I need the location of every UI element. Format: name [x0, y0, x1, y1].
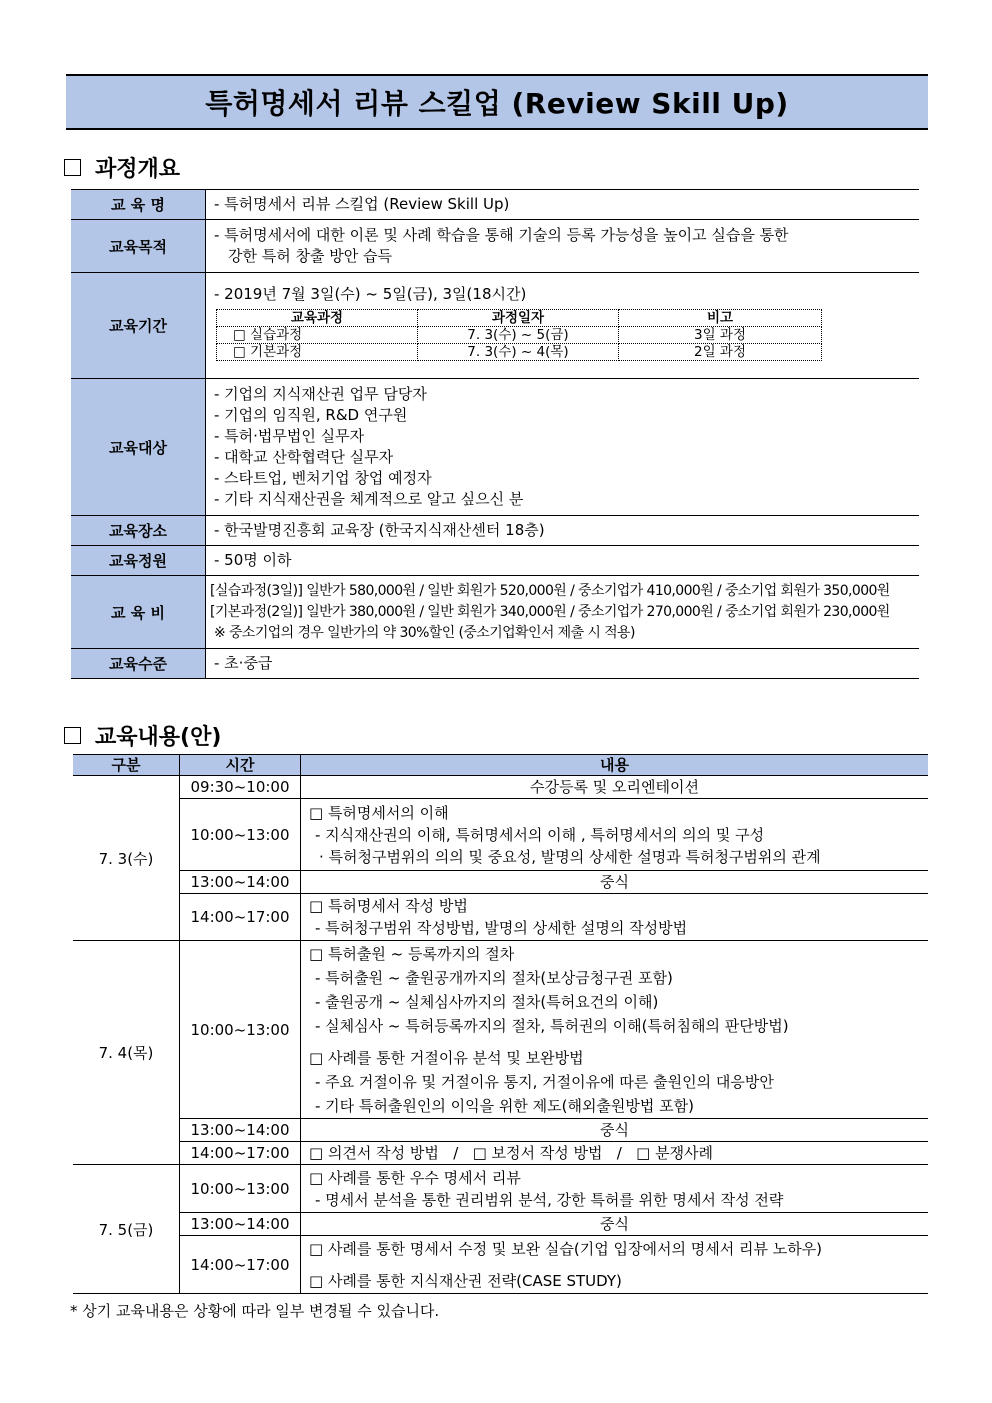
- row-label: 교육장소: [71, 516, 206, 546]
- day-cell: 7. 5(금): [73, 1165, 180, 1294]
- target-item: - 기업의 임직원, R&D 연구원: [214, 406, 408, 424]
- schedule-row: [73, 799, 928, 871]
- row-label: 교 육 비: [71, 576, 206, 649]
- desc-line: - 기타 특허출원인의 이익을 위한 제도(해외출원방법 포함): [315, 1096, 694, 1115]
- desc-cell: [301, 894, 929, 941]
- desc-line: □ 사례를 통한 명세서 수정 및 보완 실습(기업 입장에서의 명세서 리뷰 노하우): [309, 1239, 823, 1258]
- target-item: - 기업의 지식재산권 업무 담당자: [214, 385, 427, 403]
- overview-row-capacity: [71, 546, 919, 576]
- time-cell: 14:00~17:00: [180, 894, 301, 941]
- desc-line: □ 사례를 통한 거절이유 분석 및 보완방법: [309, 1048, 584, 1067]
- target-item: - 대학교 산학협력단 실무자: [214, 448, 394, 466]
- schedule-header-cell: 구분: [73, 755, 180, 776]
- target-item: - 기타 지식재산권을 체계적으로 알고 싶으신 분: [214, 490, 524, 508]
- row-value: [206, 273, 920, 379]
- desc-cell: [301, 799, 929, 871]
- desc-line: □ 특허명세서 작성 방법: [309, 897, 468, 915]
- overview-row-period: [71, 273, 919, 379]
- desc-cell: □ 의견서 작성 방법 / □ 보정서 작성 방법 / □ 분쟁사례: [301, 1142, 929, 1165]
- target-item: - 특허·법무법인 실무자: [214, 427, 365, 445]
- schedule-row: [73, 1236, 928, 1294]
- time-cell: 10:00~13:00: [180, 799, 301, 871]
- time-cell: 10:00~13:00: [180, 941, 301, 1119]
- target-item: - 스타트업, 벤처기업 창업 예정자: [214, 469, 432, 487]
- overview-row-goal: [71, 220, 919, 273]
- row-value: [206, 220, 920, 273]
- day-cell: 7. 4(목): [73, 941, 180, 1165]
- overview-row-name: [71, 190, 919, 220]
- desc-cell: 중식: [301, 871, 929, 894]
- schedule-header-cell: 시간: [180, 755, 301, 776]
- desc-line: - 특허청구범위 작성방법, 발명의 상세한 설명의 작성방법: [315, 919, 688, 937]
- schedule-row: [73, 1119, 928, 1142]
- desc-line: - 명세서 분석을 통한 권리범위 분석, 강한 특허를 위한 명세서 작성 전략: [315, 1190, 784, 1209]
- desc-cell: [301, 1165, 929, 1213]
- overview-row-target: [71, 379, 919, 516]
- row-value: - 한국발명진흥회 교육장 (한국지식재산센터 18층): [206, 516, 920, 546]
- desc-line: □ 사례를 통한 우수 명세서 리뷰: [309, 1168, 521, 1187]
- overview-row-fee: [71, 576, 919, 649]
- desc-line: - 출원공개 ~ 실체심사까지의 절차(특허요건의 이해): [315, 992, 659, 1011]
- fee-line: [실습과정(3일)] 일반가 580,000원 / 일반 회원가 520,000원 / 중소기업가 410,000원 / 중소기업 회원가 350,000원: [210, 582, 890, 599]
- row-value: - 50명 이하: [206, 546, 920, 576]
- fee-note: ※ 중소기업의 경우 일반가의 약 30%할인 (중소기업확인서 제출 시 적용): [214, 624, 635, 641]
- course-cell: 7. 3(수) ~ 5(금): [418, 327, 619, 344]
- course-table: [216, 309, 822, 361]
- course-header-cell: 과정일자: [418, 310, 619, 327]
- content-heading: [64, 720, 221, 751]
- page-title: 특허명세서 리뷰 스킬업 (Review Skill Up): [66, 74, 928, 130]
- row-value: [206, 379, 920, 516]
- time-cell: 13:00~14:00: [180, 1213, 301, 1236]
- desc-line: - 실체심사 ~ 특허등록까지의 절차, 특허권의 이해(특허침해의 판단방법): [315, 1016, 789, 1035]
- time-cell: 14:00~17:00: [180, 1142, 301, 1165]
- course-cell: 7. 3(수) ~ 4(목): [418, 344, 619, 361]
- schedule-row: [73, 871, 928, 894]
- desc-line: □ 특허출원 ~ 등록까지의 절차: [309, 944, 515, 963]
- desc-cell: 수강등록 및 오리엔테이션: [301, 776, 929, 799]
- checkbox-square-icon: [64, 727, 81, 744]
- day-cell: 7. 3(수): [73, 776, 180, 941]
- course-cell: □ 실습과정: [217, 327, 418, 344]
- row-value: - 초·중급: [206, 649, 920, 679]
- desc-cell: [301, 941, 929, 1119]
- desc-line: - 주요 거절이유 및 거절이유 통지, 거절이유에 따른 출원인의 대응방안: [315, 1072, 774, 1091]
- time-cell: 13:00~14:00: [180, 1119, 301, 1142]
- goal-line: - 특허명세서에 대한 이론 및 사례 학습을 통해 기술의 등록 가능성을 높이고 실습을 통한: [214, 226, 789, 244]
- row-label: 교육목적: [71, 220, 206, 273]
- desc-cell: 중식: [301, 1119, 929, 1142]
- fee-line: [기본과정(2일)] 일반가 380,000원 / 일반 회원가 340,000원 / 중소기업가 270,000원 / 중소기업 회원가 230,000원: [210, 603, 890, 620]
- row-value: [206, 576, 920, 649]
- course-cell: 2일 과정: [619, 344, 822, 361]
- time-cell: 13:00~14:00: [180, 871, 301, 894]
- period-value: - 2019년 7월 3일(수) ~ 5일(금), 3일(18시간): [214, 285, 527, 303]
- schedule-table: [73, 754, 928, 1294]
- course-cell: □ 기본과정: [217, 344, 418, 361]
- overview-row-place: [71, 516, 919, 546]
- course-header-cell: 교육과정: [217, 310, 418, 327]
- course-row: [217, 327, 822, 344]
- row-label: 교육기간: [71, 273, 206, 379]
- desc-line: - 지식재산권의 이해, 특허명세서의 이해 , 특허명세서의 의의 및 구성: [315, 825, 765, 844]
- desc-line: · 특허청구범위의 의의 및 중요성, 발명의 상세한 설명과 특허청구범위의 관계: [319, 847, 821, 866]
- row-value: - 특허명세서 리뷰 스킬업 (Review Skill Up): [206, 190, 920, 220]
- content-heading-text: 교육내용(안): [95, 725, 222, 750]
- course-header-cell: 비고: [619, 310, 822, 327]
- schedule-header-cell: 내용: [301, 755, 929, 776]
- desc-line: □ 특허명세서의 이해: [309, 803, 449, 822]
- desc-cell: 중식: [301, 1213, 929, 1236]
- desc-line: □ 사례를 통한 지식재산권 전략(CASE STUDY): [309, 1271, 622, 1290]
- row-label: 교육대상: [71, 379, 206, 516]
- schedule-row: [73, 1165, 928, 1213]
- desc-line: - 특허출원 ~ 출원공개까지의 절차(보상금청구권 포함): [315, 968, 673, 987]
- goal-line: 강한 특허 창출 방안 습득: [228, 247, 392, 265]
- overview-table: [71, 189, 919, 679]
- desc-cell: [301, 1236, 929, 1294]
- row-label: 교육수준: [71, 649, 206, 679]
- course-row: [217, 344, 822, 361]
- overview-heading: [64, 152, 180, 183]
- time-cell: 14:00~17:00: [180, 1236, 301, 1294]
- course-cell: 3일 과정: [619, 327, 822, 344]
- schedule-row: [73, 894, 928, 941]
- schedule-header: [73, 755, 928, 776]
- checkbox-square-icon: [64, 159, 81, 176]
- time-cell: 09:30~10:00: [180, 776, 301, 799]
- overview-row-level: [71, 649, 919, 679]
- schedule-row: [73, 1142, 928, 1165]
- time-cell: 10:00~13:00: [180, 1165, 301, 1213]
- schedule-row: [73, 776, 928, 799]
- footnote: * 상기 교육내용은 상황에 따라 일부 변경될 수 있습니다.: [70, 1302, 440, 1320]
- schedule-row: [73, 941, 928, 1119]
- course-table-header: [217, 310, 822, 327]
- overview-heading-text: 과정개요: [95, 157, 181, 182]
- row-label: 교육정원: [71, 546, 206, 576]
- schedule-row: [73, 1213, 928, 1236]
- row-label: 교 육 명: [71, 190, 206, 220]
